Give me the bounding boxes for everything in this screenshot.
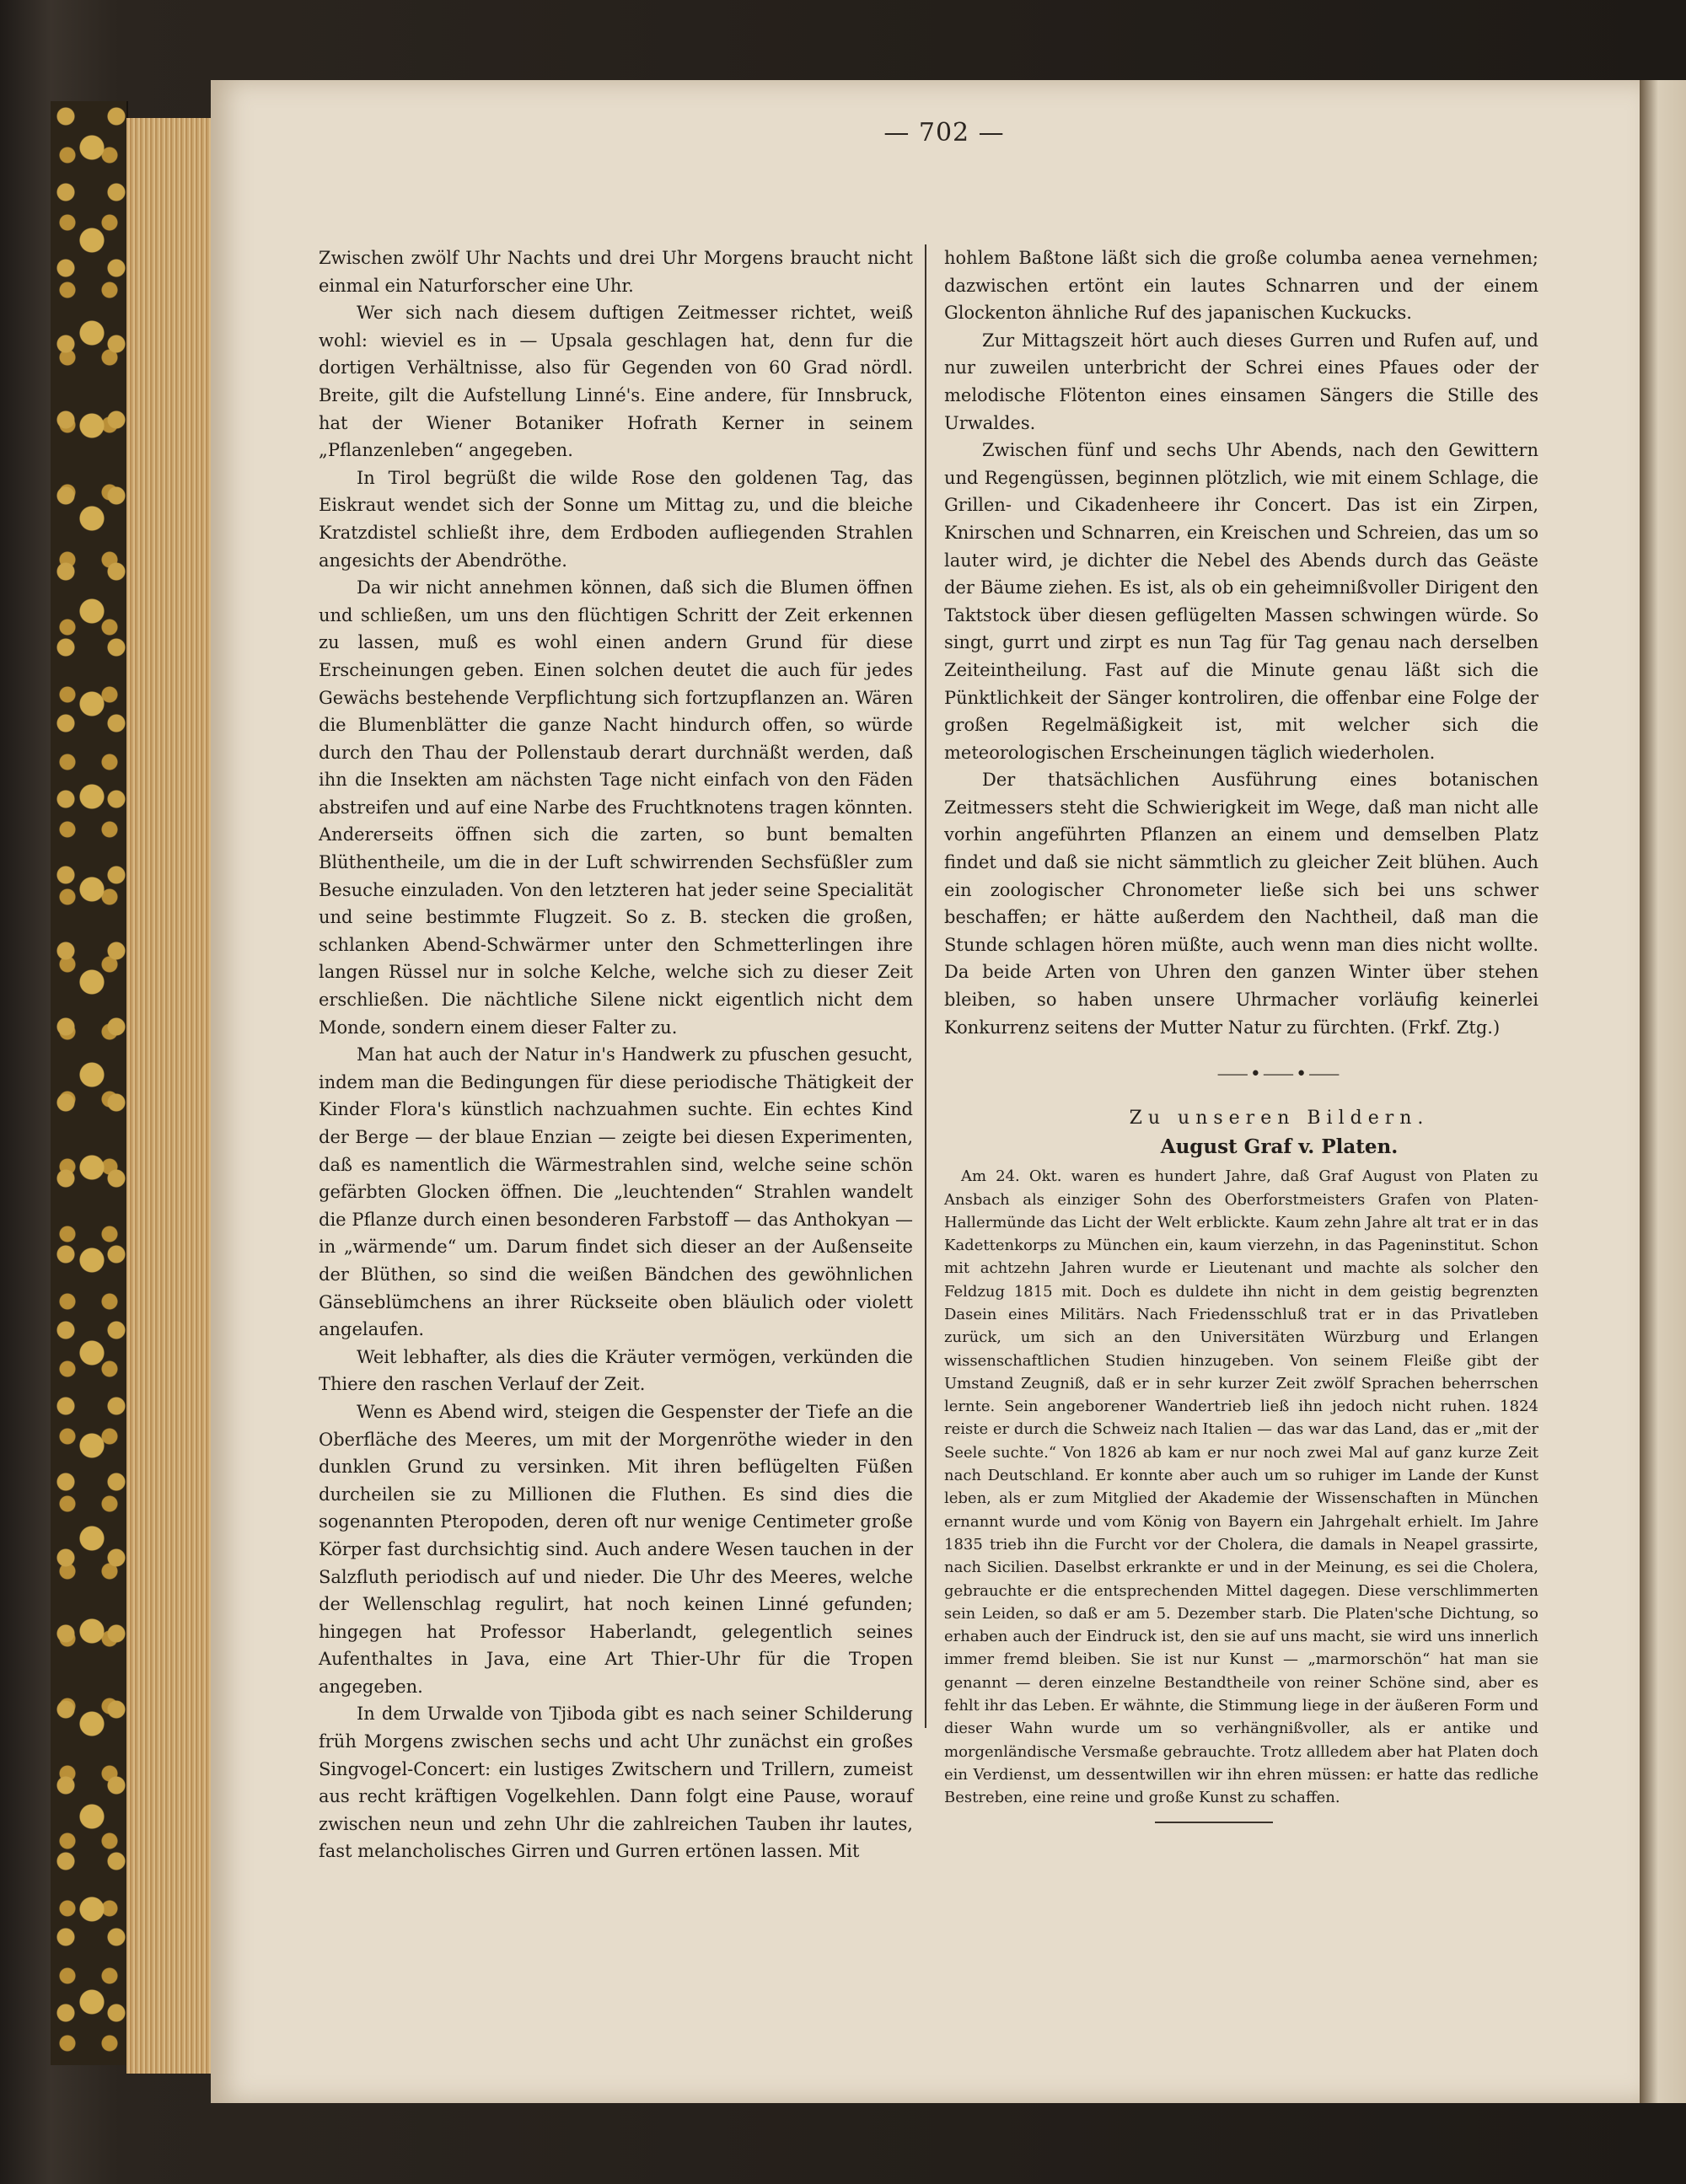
paragraph: Wer sich nach diesem duftigen Zeitmesser richtet, weiß wohl: wieviel es in — Upsala geschlagen hat, denn fur die dortigen Verhältnisse, also für Gegenden von 60 Grad nördl. Breite, gilt die Aufstellung Linné's. Eine andere, für Innsbruck, hat der Wiener Botaniker Hofrath Kerner in seinem „Pflanzenleben“ angegeben. <box>319 303 913 461</box>
paragraph: Der thatsächlichen Ausführung eines botanischen Zeitmessers steht die Schwierigkeit im Wege, daß man nicht alle vorhin angeführten Pflanzen an einem und demselben Platz findet und daß sie nicht sämmtlich zu gleicher Zeit blühen. Auch ein zoologischer Chronometer ließe sich bei uns schwer beschaffen; er hätte außerdem den Nachtheil, daß man die Stunde schlagen hören müßte, auch wenn man dies nicht wollte. Da beide Arten von Uhren den ganzen Winter über stehen bleiben, so haben unsere Uhrmacher vorläufig keinerlei Konkurrenz seitens der Mutter Natur zu fürchten. (Frkf. Ztg.) <box>944 770 1538 1038</box>
left-column <box>319 244 913 1865</box>
ornament-divider: ⸺•⸺•⸺ <box>1216 1064 1342 1086</box>
right-column <box>944 244 1538 1823</box>
column-divider <box>925 244 926 1728</box>
section-body: Am 24. Okt. waren es hundert Jahre, daß Graf August von Platen zu Ansbach als einziger Sohn des Oberforstmeisters Grafen von Platen-Hallermünde das Licht der Welt erblickte. Kaum zehn Jahre alt trat er in das Kadettenkorps zu München ein, kaum vierzehn, in das Pageninstitut. Schon mit achtzehn Jahren wurde er Lieutenant und machte als solcher den Feldzug 1815 mit. Doch es duldete ihn nicht in dem geistig begrenzten Dasein eines Militärs. Nach Friedensschluß trat er in das Privatleben zurück, um sich an den Universitäten Würzburg und Erlangen wissenschaftlichen Studien hinzugeben. Von seinem Fleiße gibt der Umstand Zeugniß, daß er in sehr kurzer Zeit zwölf Sprachen beherrschen lernte. Sein angeborener Wandertrieb ließ ihn jedoch nicht ruhen. 1824 reiste er durch die Schweiz nach Italien — das war das Land, das er „mit der Seele suchte.“ Von 1826 ab kam er nur noch zwei Mal auf ganz kurze Zeit nach Deutschland. Er konnte aber auch um so ruhiger im Lande der Kunst leben, als er zum Mitglied der Akademie der Wissenschaften in München ernannt wurde und vom König von Bayern ein Jahrgehalt erhielt. Im Jahre 1835 trieb ihn die Furcht vor der Cholera, die damals in Neapel grassirte, nach Sicilien. Daselbst erkrankte er und in der Meinung, es sei die Cholera, gebrauchte er die entsprechenden Mittel dagegen. Diese verschlimmerten sein Leiden, so daß er am 5. Dezember starb. Die Platen'sche Dichtung, so erhaben auch der Eindruck ist, den sie auf uns macht, sie wird uns innerlich immer fremd bleiben. Sie ist nur Kunst — „marmorschön“ hat man sie genannt — deren einzelne Bestandtheile von reiner Schöne sind, aber es fehlt ihr das Leben. Er wähnte, die Stimmung liege in der äußeren Form und dieser Wahn wurde um so verhängnißvoller, als er antike und morgenländische Versmaße gebrauchte. Trotz allledem aber hat Platen doch ein Verdienst, um dessentwillen wir ihn ehren müssen: er hatte das redliche Bestreben, eine reine und große Kunst zu schaffen. <box>944 1167 1538 1807</box>
paragraph: Da wir nicht annehmen können, daß sich die Blumen öffnen und schließen, um uns den flüchtigen Schritt der Zeit erkennen zu lassen, muß es wohl einen andern Grund für diese Erscheinungen geben. Einen solchen deutet die auch für jedes Gewächs bestehende Verpflichtung sich fortzupflanzen an. Wären die Blumenblätter die ganze Nacht hindurch offen, so würde durch den Thau der Pollenstaub derart durchnäßt werden, daß ihn die Insekten am nächsten Tage nicht einfach von den Fäden abstreifen und auf eine Narbe des Fruchtknotens tragen könnten. Andererseits öffnen sich die zarten, so bunt bemalten Blüthentheile, um die in der Luft schwirrenden Sechsfüßler zum Besuche einzuladen. Von den letzteren hat jeder seine Specialität und seine bestimmte Flugzeit. So z. B. stecken die großen, schlanken Abend-Schwärmer unter den Schmetterlingen ihre langen Rüssel nur in solche Kelche, welche sich zu dieser Zeit erschließen. Die nächtliche Silene nickt eigentlich nicht dem Monde, sondern einem dieser Falter zu. <box>319 577 913 1038</box>
facing-page-edge <box>1640 80 1686 2103</box>
marbled-book-edge <box>51 101 128 2065</box>
end-rule <box>1155 1822 1273 1823</box>
paragraph: Wenn es Abend wird, steigen die Gespenster der Tiefe an die Oberfläche des Meeres, um mit der Morgenröthe wieder in den dunklen Grund zu versinken. Mit ihren beflügelten Füßen durcheilen sie zu Millionen die Fluthen. Es sind dies die sogenannten Pteropoden, deren oft nur wenige Centimeter große Körper fast durchsichtig sind. Auch andere Wesen tauchen in der Salzfluth periodisch auf und nieder. Die Uhr des Meeres, welche der Wellenschlag regulirt, hat noch keinen Linné gefunden; hingegen hat Professor Haberlandt, gelegentlich seines Aufenthaltes in Java, eine Art Thier-Uhr für die Tropen angegeben. <box>319 1401 913 1697</box>
page-number: — 702 — <box>883 118 1005 148</box>
paragraph: In Tirol begrüßt die wilde Rose den goldenen Tag, das Eiskraut wendet sich der Sonne um Mittag zu, und die bleiche Kratzdistel schließt ihre, dem Erdboden aufliegenden Strahlen angesichts der Abendröthe. <box>319 467 913 571</box>
section-subheading: August Graf v. Platen. <box>1160 1135 1399 1159</box>
paragraph: Weit lebhafter, als dies die Kräuter vermögen, verkünden die Thiere den raschen Verlauf der Zeit. <box>319 1346 913 1395</box>
paragraph: Zur Mittagszeit hört auch dieses Gurren und Rufen auf, und nur zuweilen unterbricht der Schrei eines Pfaues oder der melodische Flötenton eines einsamen Sängers die Stille des Urwaldes. <box>944 330 1538 433</box>
paragraph: Zwischen zwölf Uhr Nachts und drei Uhr Morgens braucht nicht einmal ein Naturforscher eine Uhr. <box>319 248 913 296</box>
paragraph: hohlem Baßtone läßt sich die große columba aenea vernehmen; dazwischen ertönt ein lautes Schnarren und der einem Glockenton ähnliche Ruf des japanischen Kuckucks. <box>944 248 1538 324</box>
paragraph: Man hat auch der Natur in's Handwerk zu pfuschen gesucht, indem man die Bedingungen für diese periodische Thätigkeit der Kinder Flora's künstlich nachzuahmen suchte. Ein echtes Kind der Berge — der blaue Enzian — zeigte bei diesen Experimenten, daß es namentlich die Wärmestrahlen sind, welche seine schön gefärbten Glocken öffnen. Die „leuchtenden“ Strahlen wandelt die Pflanze durch einen besonderen Farbstoff — das Anthokyan — in „wärmende“ um. Darum findet sich dieser an der Außenseite der Blüthen, so sind die weißen Bändchen des gewöhnlichen Gänseblümchens an ihrer Rückseite oben bläulich oder violett angelaufen. <box>319 1044 913 1340</box>
page-stack-edge <box>126 118 211 2074</box>
section-heading: Zu unseren Bildern. <box>1129 1108 1430 1130</box>
paragraph: Zwischen fünf und sechs Uhr Abends, nach den Gewittern und Regengüssen, beginnen plötzlich, wie mit einem Schlage, die Grillen- und Cikadenheere ihr Concert. Das ist ein Zirpen, Knirschen und Schnarren, ein Kreischen und Schreien, das um so lauter wird, je dichter die Nebel des Abends durch das Geäste der Bäume ziehen. Es ist, als ob ein geheimnißvoller Dirigent den Taktstock über diesen geflügelten Massen schwingen würde. So singt, gurrt und zirpt es nun Tag für Tag genau nach derselben Zeiteintheilung. Fast auf die Minute genau läßt sich die Pünktlichkeit der Sänger kontroliren, die offenbar eine Folge der großen Regelmäßigkeit ist, mit welcher sich die meteorologischen Erscheinungen täglich wiederholen. <box>944 440 1538 763</box>
paragraph: In dem Urwalde von Tjiboda gibt es nach seiner Schilderung früh Morgens zwischen sechs und acht Uhr zunächst ein großes Singvogel-Concert: ein lustiges Zwitschern und Trillern, zumeist aus recht kräftigen Vogelkehlen. Dann folgt eine Pause, worauf zwischen neun und zehn Uhr die zahlreichen Tauben ihr lautes, fast melancholisches Girren und Gurren ertönen lassen. Mit <box>319 1704 913 1862</box>
